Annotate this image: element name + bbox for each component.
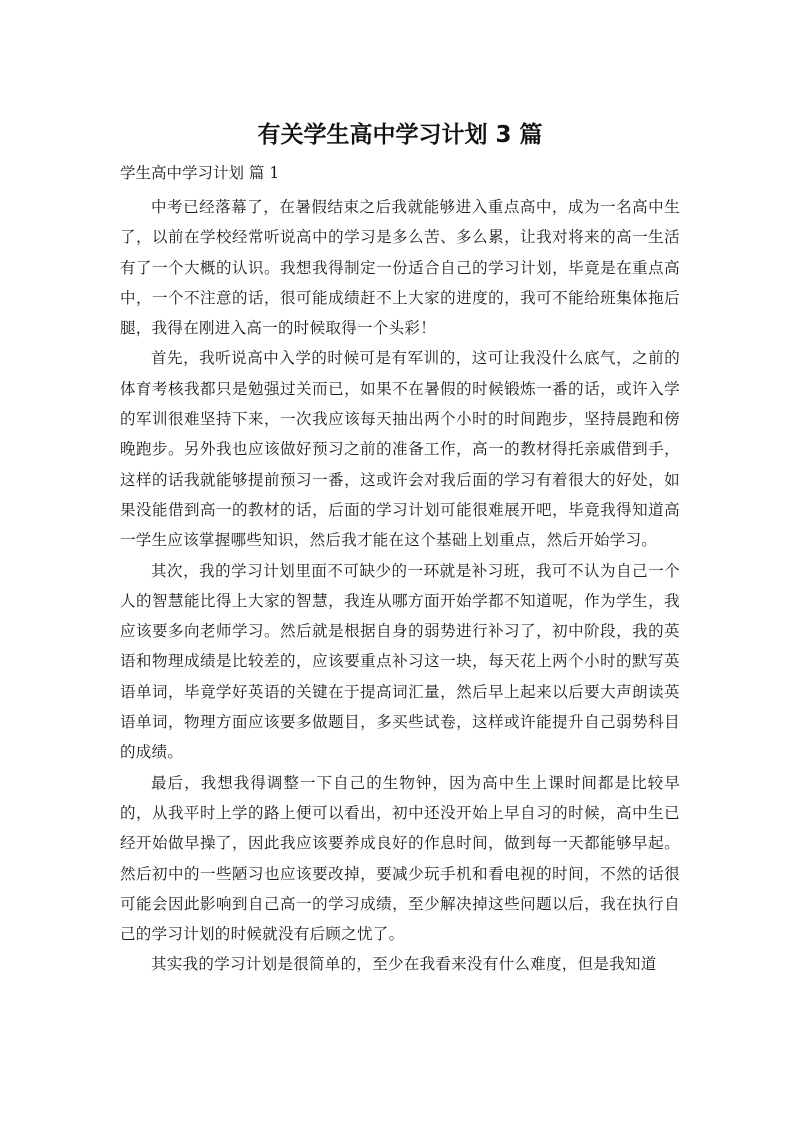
document-body	[120, 192, 680, 980]
document-title: 有关学生高中学习计划 3 篇	[257, 122, 543, 148]
paragraph: 中考已经落幕了，在暑假结束之后我就能够进入重点高中，成为一名高中生了，以前在学校经常听说高中的学习是多么苦、多么累，让我对将来的高一生活有了一个大概的认识。我想我得制定一份适合自己的学习计划，毕竟是在重点高中，一个不注意的话，很可能成绩赶不上大家的进度的，我可不能给班集体拖后腿，我得在刚进入高一的时候取得一个头彩！	[120, 198, 680, 338]
paragraph: 首先，我听说高中入学的时候可是有军训的，这可让我没什么底气，之前的体育考核我都只是勉强过关而已，如果不在暑假的时候锻炼一番的话，或许入学的军训很难坚持下来，一次我应该每天抽出两个小时的时间跑步，坚持晨跑和傍晚跑步。另外我也应该做好预习之前的准备工作，高一的教材得托亲戚借到手，这样的话我就能够提前预习一番，这或许会对我后面的学习有着很大的好处，如果没能借到高一的教材的话，后面的学习计划可能很难展开吧，毕竟我得知道高一学生应该掌握哪些知识，然后我才能在这个基础上划重点，然后开始学习。	[120, 349, 680, 550]
paragraph: 其次，我的学习计划里面不可缺少的一环就是补习班，我可不认为自己一个人的智慧能比得上大家的智慧，我连从哪方面开始学都不知道呢，作为学生，我应该要多向老师学习。然后就是根据自身的弱势进行补习了，初中阶段，我的英语和物理成绩是比较差的，应该要重点补习这一块，每天花上两个小时的默写英语单词，毕竟学好英语的关键在于提高词汇量，然后早上起来以后要大声朗读英语单词，物理方面应该要多做题目，多买些试卷，这样或许能提升自己弱势科目的成绩。	[120, 561, 680, 762]
section-heading: 学生高中学习计划 篇 1	[120, 164, 280, 182]
paragraph: 其实我的学习计划是很简单的，至少在我看来没有什么难度，但是我知道	[151, 955, 657, 974]
paragraph: 最后，我想我得调整一下自己的生物钟，因为高中生上课时间都是比较早的，从我平时上学的路上便可以看出，初中还没开始上早自习的时候，高中生已经开始做早操了，因此我应该要养成良好的作息时间，做到每一天都能够早起。然后初中的一些陋习也应该要改掉，要减少玩手机和看电视的时间，不然的话很可能会因此影响到自己高一的学习成绩，至少解决掉这些问题以后，我在执行自己的学习计划的时候就没有后顾之忧了。	[120, 773, 680, 944]
